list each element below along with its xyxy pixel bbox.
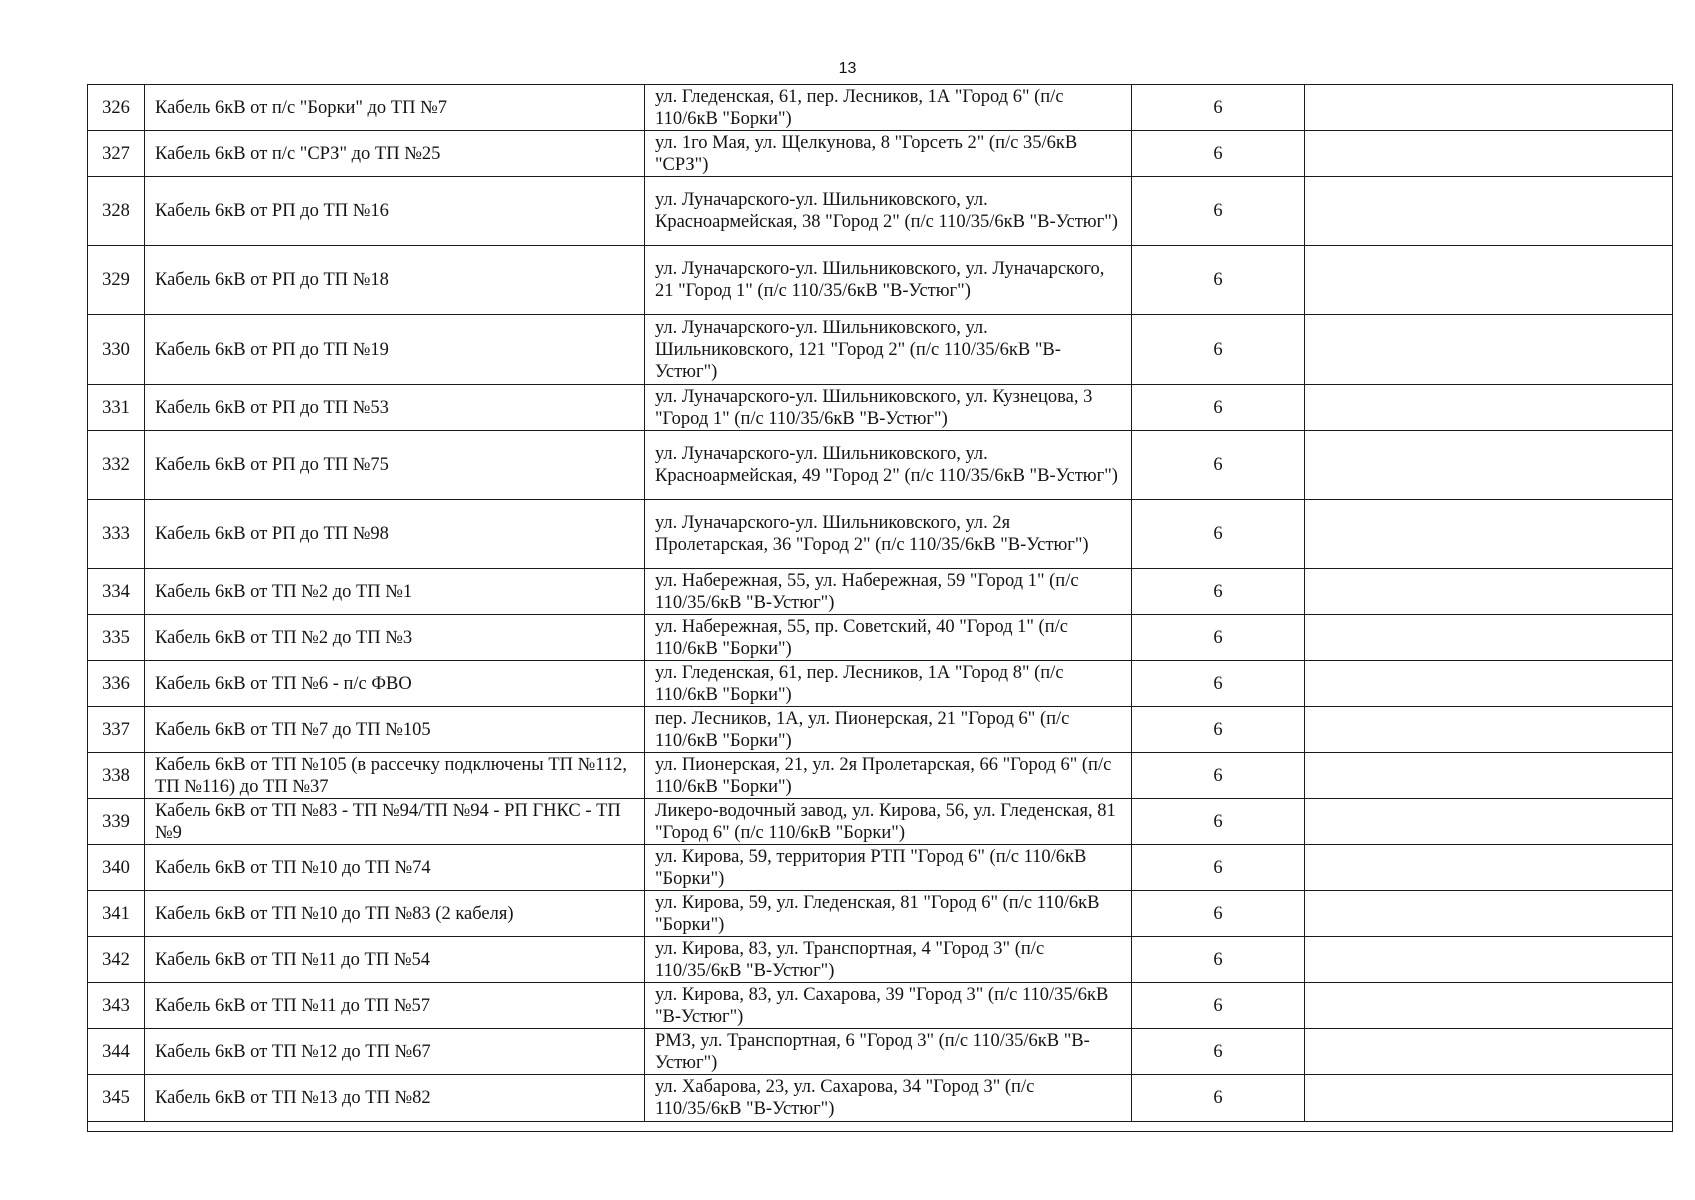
row-number: 327 — [88, 131, 145, 177]
row-number: 337 — [88, 707, 145, 753]
table-row — [88, 1029, 1673, 1075]
cable-address: ул. Кирова, 59, территория РТП "Город 6" (п/с 110/6кВ "Борки") — [645, 845, 1132, 891]
row-number: 332 — [88, 431, 145, 500]
empty-cell — [1305, 1029, 1673, 1075]
empty-cell — [1305, 177, 1673, 246]
cable-name: Кабель 6кВ от ТП №83 - ТП №94/ТП №94 - РП ГНКС - ТП №9 — [145, 799, 645, 845]
row-number: 334 — [88, 569, 145, 615]
empty-cell — [1305, 661, 1673, 707]
row-number: 345 — [88, 1075, 145, 1122]
empty-cell — [1305, 983, 1673, 1029]
cable-address: ул. Пионерская, 21, ул. 2я Пролетарская, 66 "Город 6" (п/с 110/6кВ "Борки") — [645, 753, 1132, 799]
cable-name: Кабель 6кВ от ТП №11 до ТП №57 — [145, 983, 645, 1029]
cable-name: Кабель 6кВ от ТП №2 до ТП №1 — [145, 569, 645, 615]
empty-cell — [1305, 500, 1673, 569]
voltage-value: 6 — [1132, 500, 1305, 569]
empty-cell — [1305, 799, 1673, 845]
voltage-value: 6 — [1132, 1075, 1305, 1122]
table-row — [88, 569, 1673, 615]
voltage-value: 6 — [1132, 983, 1305, 1029]
voltage-value: 6 — [1132, 661, 1305, 707]
row-number: 333 — [88, 500, 145, 569]
table-row — [88, 937, 1673, 983]
voltage-value: 6 — [1132, 1029, 1305, 1075]
row-number: 335 — [88, 615, 145, 661]
cable-name: Кабель 6кВ от п/с "Борки" до ТП №7 — [145, 85, 645, 131]
cable-address: ул. Луначарского-ул. Шильниковского, ул. Шильниковского, 121 "Город 2" (п/с 110/35/6кВ "В-Устюг") — [645, 315, 1132, 385]
cable-name: Кабель 6кВ от РП до ТП №75 — [145, 431, 645, 500]
table-row — [88, 246, 1673, 315]
cable-address: ул. Гледенская, 61, пер. Лесников, 1А "Город 6" (п/с 110/6кВ "Борки") — [645, 85, 1132, 131]
cable-address: ул. Набережная, 55, пр. Советский, 40 "Город 1" (п/с 110/6кВ "Борки") — [645, 615, 1132, 661]
empty-cell — [1305, 753, 1673, 799]
cable-address: пер. Лесников, 1А, ул. Пионерская, 21 "Город 6" (п/с 110/6кВ "Борки") — [645, 707, 1132, 753]
cable-address: ул. Луначарского-ул. Шильниковского, ул. Кузнецова, 3 "Город 1" (п/с 110/35/6кВ "В-Устюг") — [645, 385, 1132, 431]
voltage-value: 6 — [1132, 385, 1305, 431]
cable-address: Ликеро-водочный завод, ул. Кирова, 56, ул. Гледенская, 81 "Город 6" (п/с 110/6кВ "Борки") — [645, 799, 1132, 845]
voltage-value: 6 — [1132, 937, 1305, 983]
cable-name: Кабель 6кВ от ТП №12 до ТП №67 — [145, 1029, 645, 1075]
voltage-value: 6 — [1132, 615, 1305, 661]
empty-cell — [1305, 569, 1673, 615]
page-number: 13 — [838, 60, 857, 77]
table-body — [88, 85, 1673, 1122]
empty-cell — [1305, 615, 1673, 661]
cable-address: ул. Луначарского-ул. Шильниковского, ул. Красноармейская, 49 "Город 2" (п/с 110/35/6кВ "В-Устюг") — [645, 431, 1132, 500]
cable-address: ул. Гледенская, 61, пер. Лесников, 1А "Город 8" (п/с 110/6кВ "Борки") — [645, 661, 1132, 707]
cable-name: Кабель 6кВ от РП до ТП №98 — [145, 500, 645, 569]
table-row — [88, 615, 1673, 661]
voltage-value: 6 — [1132, 131, 1305, 177]
empty-cell — [1305, 246, 1673, 315]
cable-name: Кабель 6кВ от ТП №10 до ТП №83 (2 кабеля) — [145, 891, 645, 937]
cable-name: Кабель 6кВ от ТП №13 до ТП №82 — [145, 1075, 645, 1122]
voltage-value: 6 — [1132, 707, 1305, 753]
row-number: 340 — [88, 845, 145, 891]
voltage-value: 6 — [1132, 569, 1305, 615]
table-row — [88, 85, 1673, 131]
row-number: 326 — [88, 85, 145, 131]
cable-lines-table — [87, 84, 1673, 1122]
cable-address: ул. Луначарского-ул. Шильниковского, ул. 2я Пролетарская, 36 "Город 2" (п/с 110/35/6кВ "В-Устюг") — [645, 500, 1132, 569]
cable-name: Кабель 6кВ от РП до ТП №16 — [145, 177, 645, 246]
cable-address: ул. Кирова, 83, ул. Сахарова, 39 "Город 3" (п/с 110/35/6кВ "В-Устюг") — [645, 983, 1132, 1029]
row-number: 328 — [88, 177, 145, 246]
voltage-value: 6 — [1132, 431, 1305, 500]
cable-address: ул. 1го Мая, ул. Щелкунова, 8 "Горсеть 2" (п/с 35/6кВ "СРЗ") — [645, 131, 1132, 177]
cable-name: Кабель 6кВ от ТП №10 до ТП №74 — [145, 845, 645, 891]
cable-address: ул. Кирова, 83, ул. Транспортная, 4 "Город 3" (п/с 110/35/6кВ "В-Устюг") — [645, 937, 1132, 983]
cable-name: Кабель 6кВ от РП до ТП №19 — [145, 315, 645, 385]
table-row — [88, 131, 1673, 177]
cable-address: РМЗ, ул. Транспортная, 6 "Город 3" (п/с 110/35/6кВ "В-Устюг") — [645, 1029, 1132, 1075]
voltage-value: 6 — [1132, 845, 1305, 891]
voltage-value: 6 — [1132, 85, 1305, 131]
table-row — [88, 753, 1673, 799]
row-number: 342 — [88, 937, 145, 983]
row-number: 329 — [88, 246, 145, 315]
row-number: 331 — [88, 385, 145, 431]
voltage-value: 6 — [1132, 177, 1305, 246]
table-row — [88, 799, 1673, 845]
cable-name: Кабель 6кВ от РП до ТП №53 — [145, 385, 645, 431]
table-row — [88, 177, 1673, 246]
voltage-value: 6 — [1132, 799, 1305, 845]
table-row — [88, 707, 1673, 753]
table-row — [88, 845, 1673, 891]
table-row — [88, 983, 1673, 1029]
table-row — [88, 891, 1673, 937]
empty-cell — [1305, 385, 1673, 431]
table-row — [88, 315, 1673, 385]
voltage-value: 6 — [1132, 753, 1305, 799]
empty-cell — [1305, 431, 1673, 500]
row-number: 336 — [88, 661, 145, 707]
cable-address: ул. Хабарова, 23, ул. Сахарова, 34 "Город 3" (п/с 110/35/6кВ "В-Устюг") — [645, 1075, 1132, 1122]
cable-name: Кабель 6кВ от ТП №105 (в рассечку подключены ТП №112, ТП №116) до ТП №37 — [145, 753, 645, 799]
cable-name: Кабель 6кВ от п/с "СРЗ" до ТП №25 — [145, 131, 645, 177]
table-row — [88, 385, 1673, 431]
cable-name: Кабель 6кВ от ТП №2 до ТП №3 — [145, 615, 645, 661]
cable-address: ул. Набережная, 55, ул. Набережная, 59 "Город 1" (п/с 110/35/6кВ "В-Устюг") — [645, 569, 1132, 615]
voltage-value: 6 — [1132, 246, 1305, 315]
row-number: 338 — [88, 753, 145, 799]
cable-name: Кабель 6кВ от ТП №11 до ТП №54 — [145, 937, 645, 983]
empty-cell — [1305, 315, 1673, 385]
table-row — [88, 431, 1673, 500]
empty-cell — [1305, 131, 1673, 177]
row-number: 343 — [88, 983, 145, 1029]
row-number: 341 — [88, 891, 145, 937]
table-row — [88, 500, 1673, 569]
row-number: 344 — [88, 1029, 145, 1075]
row-number: 339 — [88, 799, 145, 845]
voltage-value: 6 — [1132, 315, 1305, 385]
cable-name: Кабель 6кВ от ТП №7 до ТП №105 — [145, 707, 645, 753]
voltage-value: 6 — [1132, 891, 1305, 937]
cable-address: ул. Кирова, 59, ул. Гледенская, 81 "Город 6" (п/с 110/6кВ "Борки") — [645, 891, 1132, 937]
table-row — [88, 661, 1673, 707]
empty-cell — [1305, 707, 1673, 753]
empty-cell — [1305, 937, 1673, 983]
cable-name: Кабель 6кВ от РП до ТП №18 — [145, 246, 645, 315]
empty-cell — [1305, 845, 1673, 891]
cable-address: ул. Луначарского-ул. Шильниковского, ул. Луначарского, 21 "Город 1" (п/с 110/35/6кВ "В-Устюг") — [645, 246, 1132, 315]
empty-cell — [1305, 891, 1673, 937]
table-row — [88, 1075, 1673, 1122]
row-number: 330 — [88, 315, 145, 385]
cable-address: ул. Луначарского-ул. Шильниковского, ул. Красноармейская, 38 "Город 2" (п/с 110/35/6кВ "В-Устюг") — [645, 177, 1132, 246]
empty-cell — [1305, 1075, 1673, 1122]
empty-cell — [1305, 85, 1673, 131]
cable-name: Кабель 6кВ от ТП №6 - п/с ФВО — [145, 661, 645, 707]
